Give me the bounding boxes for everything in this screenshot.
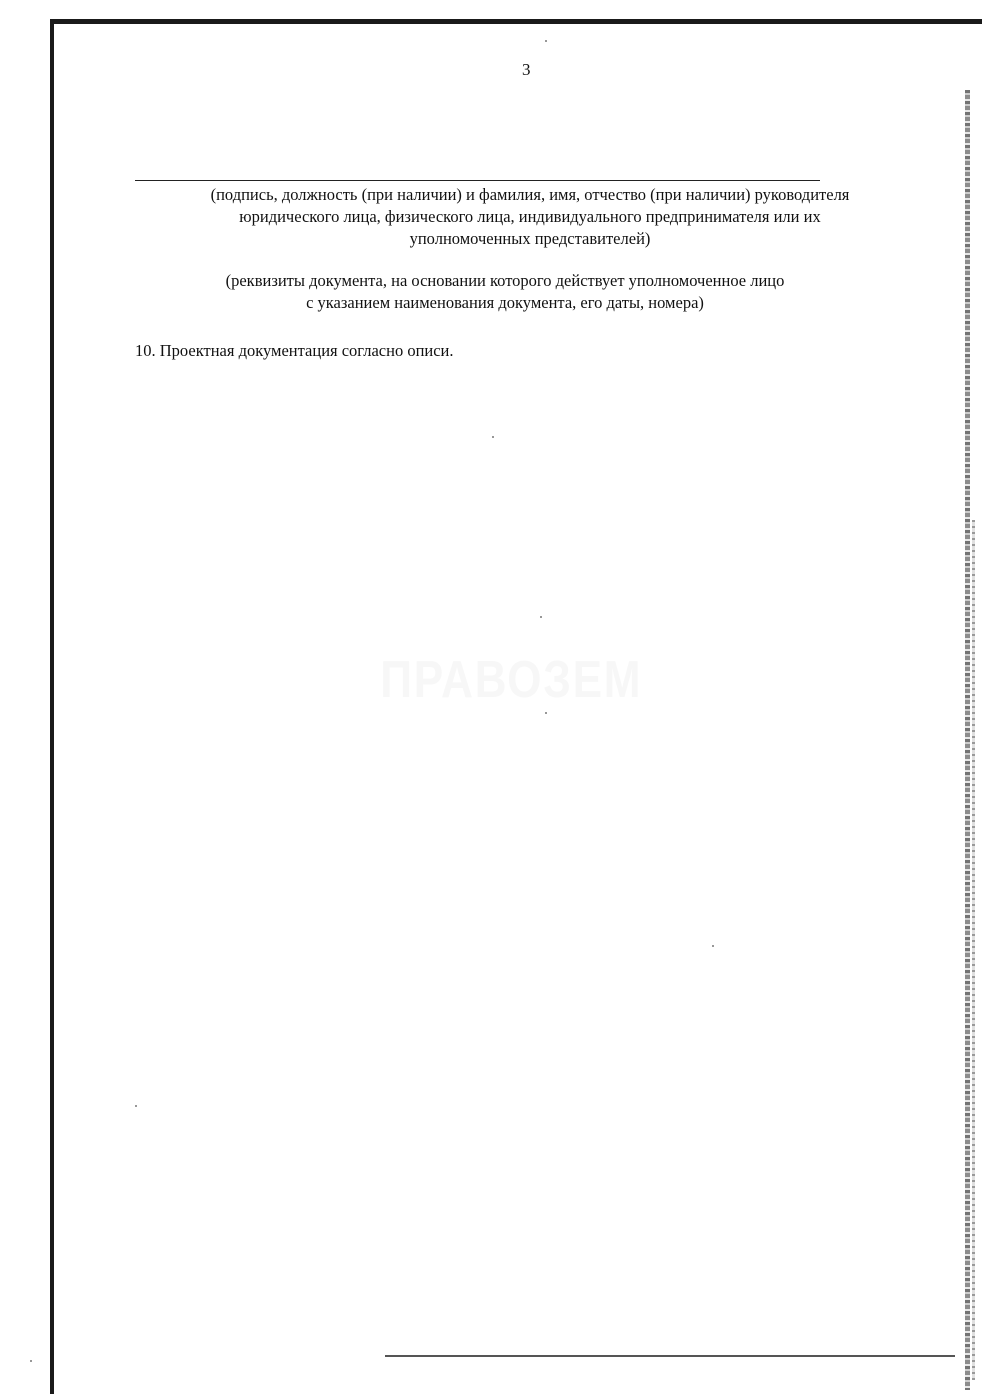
item-10-project-documentation: 10. Проектная документация согласно описи. (135, 341, 454, 360)
scan-speck (30, 1360, 32, 1362)
requisites-caption (135, 270, 875, 314)
signature-caption (135, 184, 925, 250)
signature-line (135, 180, 820, 181)
scan-top-edge (52, 19, 982, 24)
requisites-caption-line-1: (реквизиты документа, на основании которого действует уполномоченное лицо (225, 271, 785, 290)
scan-speck (492, 436, 494, 438)
watermark: ПРАВОЗЕМ (380, 651, 643, 709)
scan-speck (545, 40, 547, 42)
signature-caption-line-2: юридического лица, физического лица, индивидуального предпринимателя или их (239, 207, 821, 226)
requisites-caption-line-2: с указанием наименования документа, его даты, номера) (306, 293, 704, 312)
signature-caption-line-1: (подпись, должность (при наличии) и фамилия, имя, отчество (при наличии) руководителя (210, 185, 850, 204)
scan-right-edge-inner (972, 520, 975, 1380)
scan-speck (712, 945, 714, 947)
scan-speck (135, 1105, 137, 1107)
signature-caption-line-3: уполномоченных представителей) (409, 229, 651, 248)
scan-right-edge (965, 90, 970, 1390)
scan-bottom-edge (385, 1355, 955, 1357)
page-number: 3 (522, 60, 531, 79)
scan-left-edge (50, 19, 54, 1394)
scan-speck (545, 712, 547, 714)
scan-speck (540, 616, 542, 618)
